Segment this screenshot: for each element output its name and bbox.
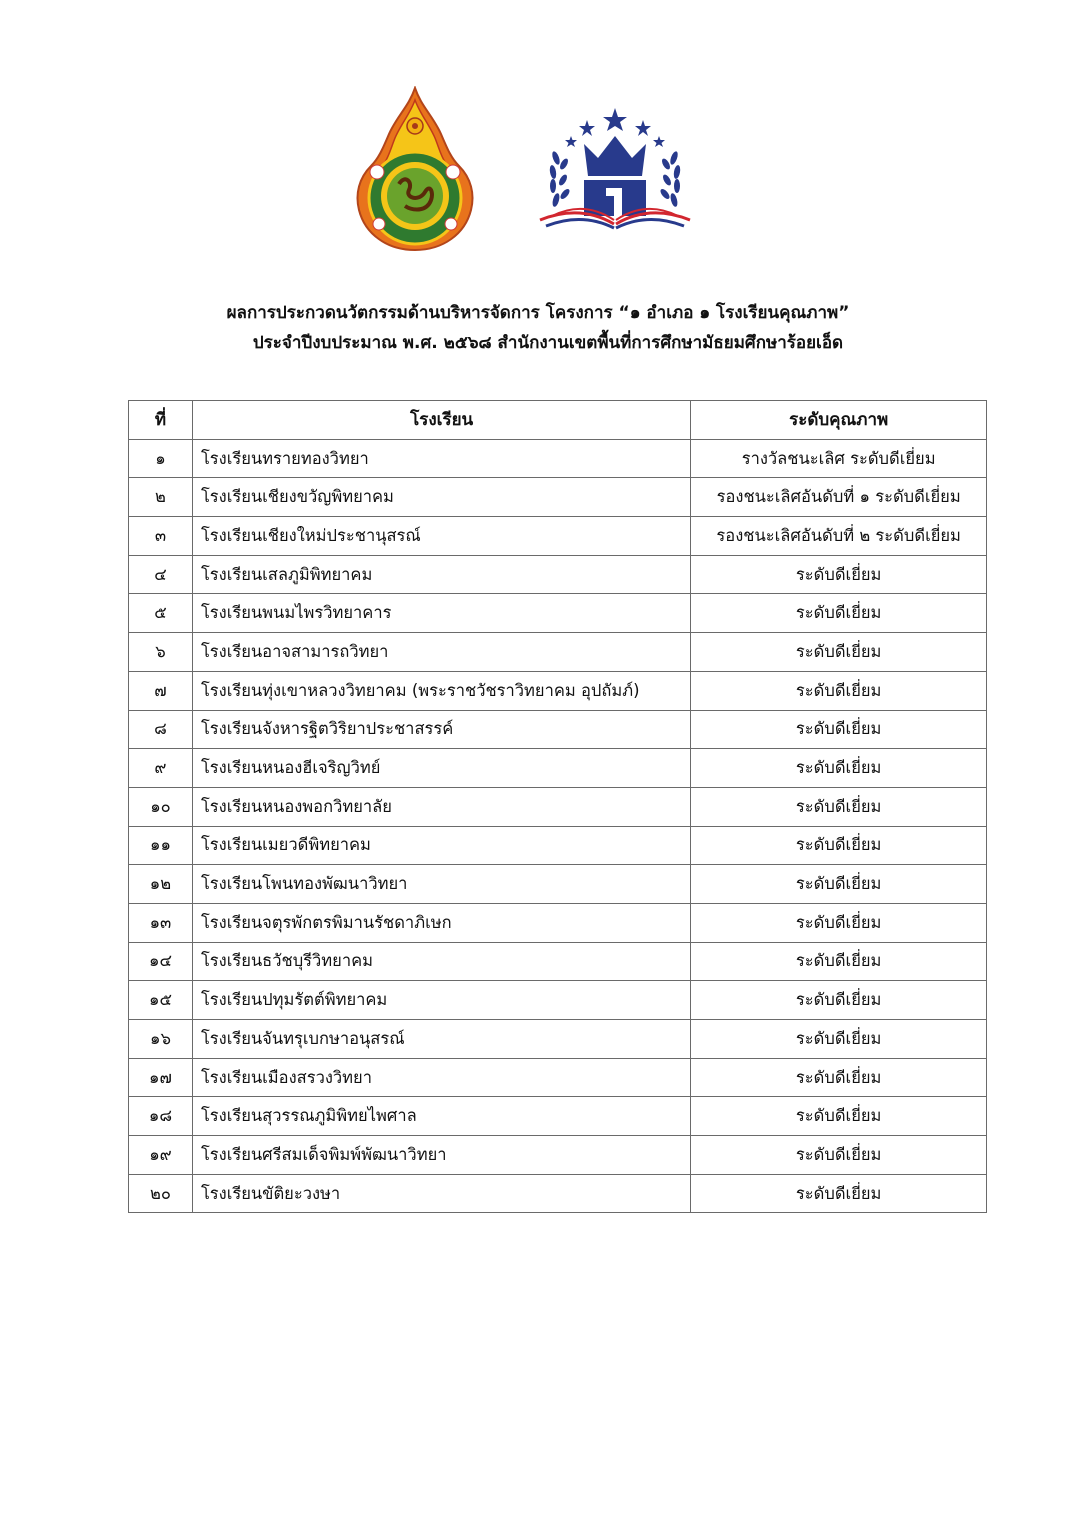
quality-level: ระดับดีเยี่ยม bbox=[691, 865, 987, 904]
header-quality-level: ระดับคุณภาพ bbox=[691, 401, 987, 440]
table-row bbox=[129, 633, 987, 672]
table-row bbox=[129, 826, 987, 865]
school-name: โรงเรียนหนองพอกวิทยาลัย bbox=[192, 787, 690, 826]
school-name: โรงเรียนอาจสามารถวิทยา bbox=[192, 633, 690, 672]
row-number: ๑๘ bbox=[129, 1097, 193, 1136]
quality-level: ระดับดีเยี่ยม bbox=[691, 594, 987, 633]
table-row bbox=[129, 749, 987, 788]
table-row bbox=[129, 942, 987, 981]
results-table bbox=[128, 400, 987, 1213]
school-name: โรงเรียนขัติยะวงษา bbox=[192, 1174, 690, 1213]
school-name: โรงเรียนธวัชบุรีวิทยาคม bbox=[192, 942, 690, 981]
school-name: โรงเรียนสุวรรณภูมิพิทยไพศาล bbox=[192, 1097, 690, 1136]
table-row bbox=[129, 517, 987, 556]
table-header-row bbox=[129, 401, 987, 440]
quality-level: ระดับดีเยี่ยม bbox=[691, 1097, 987, 1136]
logo-header bbox=[0, 86, 1076, 256]
title-line-1: ผลการประกวดนวัตกรรมด้านบริหารจัดการ โครงการ “๑ อำเภอ ๑ โรงเรียนคุณภาพ” bbox=[226, 303, 850, 323]
row-number: ๔ bbox=[129, 555, 193, 594]
obec-emblem-icon bbox=[355, 86, 475, 252]
title-line-2: ประจำปีงบประมาณ พ.ศ. ๒๕๖๘ สำนักงานเขตพื้นที่การศึกษามัธยมศึกษาร้อยเอ็ด bbox=[252, 333, 844, 353]
quality-level: ระดับดีเยี่ยม bbox=[691, 1174, 987, 1213]
quality-level: ระดับดีเยี่ยม bbox=[691, 826, 987, 865]
row-number: ๑๑ bbox=[129, 826, 193, 865]
table-row bbox=[129, 671, 987, 710]
school-name: โรงเรียนจันทรุเบกษาอนุสรณ์ bbox=[192, 1020, 690, 1059]
table-row bbox=[129, 1020, 987, 1059]
quality-level: ระดับดีเยี่ยม bbox=[691, 671, 987, 710]
header-school: โรงเรียน bbox=[192, 401, 690, 440]
row-number: ๑๔ bbox=[129, 942, 193, 981]
header-number: ที่ bbox=[129, 401, 193, 440]
quality-level: ระดับดีเยี่ยม bbox=[691, 633, 987, 672]
table-row bbox=[129, 865, 987, 904]
row-number: ๑๓ bbox=[129, 903, 193, 942]
row-number: ๕ bbox=[129, 594, 193, 633]
table-row bbox=[129, 478, 987, 517]
school-name: โรงเรียนทรายทองวิทยา bbox=[192, 439, 690, 478]
row-number: ๒ bbox=[129, 478, 193, 517]
row-number: ๑๐ bbox=[129, 787, 193, 826]
row-number: ๑ bbox=[129, 439, 193, 478]
school-name: โรงเรียนเสลภูมิพิทยาคม bbox=[192, 555, 690, 594]
quality-level: ระดับดีเยี่ยม bbox=[691, 749, 987, 788]
school-name: โรงเรียนปทุมรัตต์พิทยาคม bbox=[192, 981, 690, 1020]
row-number: ๓ bbox=[129, 517, 193, 556]
row-number: ๖ bbox=[129, 633, 193, 672]
row-number: ๗ bbox=[129, 671, 193, 710]
quality-level: รางวัลชนะเลิศ ระดับดีเยี่ยม bbox=[691, 439, 987, 478]
row-number: ๑๕ bbox=[129, 981, 193, 1020]
quality-level: ระดับดีเยี่ยม bbox=[691, 981, 987, 1020]
row-number: ๙ bbox=[129, 749, 193, 788]
table-row bbox=[129, 903, 987, 942]
quality-level: ระดับดีเยี่ยม bbox=[691, 555, 987, 594]
school-name: โรงเรียนจังหารฐิตวิริยาประชาสรรค์ bbox=[192, 710, 690, 749]
school-name: โรงเรียนพนมไพรวิทยาคาร bbox=[192, 594, 690, 633]
school-name: โรงเรียนโพนทองพัฒนาวิทยา bbox=[192, 865, 690, 904]
table-row bbox=[129, 787, 987, 826]
table-row bbox=[129, 1058, 987, 1097]
school-name: โรงเรียนทุ่งเขาหลวงวิทยาคม (พระราชวัชราวิทยาคม อุปถัมภ์) bbox=[192, 671, 690, 710]
quality-level: ระดับดีเยี่ยม bbox=[691, 942, 987, 981]
row-number: ๑๒ bbox=[129, 865, 193, 904]
quality-level: ระดับดีเยี่ยม bbox=[691, 710, 987, 749]
quality-level: ระดับดีเยี่ยม bbox=[691, 903, 987, 942]
table-row bbox=[129, 710, 987, 749]
row-number: ๒๐ bbox=[129, 1174, 193, 1213]
school-name: โรงเรียนเมยวดีพิทยาคม bbox=[192, 826, 690, 865]
quality-school-logo-icon bbox=[530, 108, 700, 232]
school-name: โรงเรียนเชียงใหม่ประชานุสรณ์ bbox=[192, 517, 690, 556]
quality-level: รองชนะเลิศอันดับที่ ๒ ระดับดีเยี่ยม bbox=[691, 517, 987, 556]
row-number: ๑๙ bbox=[129, 1136, 193, 1175]
quality-level: ระดับดีเยี่ยม bbox=[691, 1020, 987, 1059]
row-number: ๑๗ bbox=[129, 1058, 193, 1097]
table-row bbox=[129, 594, 987, 633]
table-row bbox=[129, 439, 987, 478]
school-name: โรงเรียนหนองฮีเจริญวิทย์ bbox=[192, 749, 690, 788]
table-row bbox=[129, 1097, 987, 1136]
table-row bbox=[129, 981, 987, 1020]
table-row bbox=[129, 555, 987, 594]
document-title bbox=[0, 298, 1076, 358]
quality-level: ระดับดีเยี่ยม bbox=[691, 1058, 987, 1097]
school-name: โรงเรียนเชียงขวัญพิทยาคม bbox=[192, 478, 690, 517]
school-name: โรงเรียนเมืองสรวงวิทยา bbox=[192, 1058, 690, 1097]
table-row bbox=[129, 1136, 987, 1175]
quality-level: ระดับดีเยี่ยม bbox=[691, 787, 987, 826]
school-name: โรงเรียนศรีสมเด็จพิมพ์พัฒนาวิทยา bbox=[192, 1136, 690, 1175]
row-number: ๑๖ bbox=[129, 1020, 193, 1059]
quality-level: ระดับดีเยี่ยม bbox=[691, 1136, 987, 1175]
quality-level: รองชนะเลิศอันดับที่ ๑ ระดับดีเยี่ยม bbox=[691, 478, 987, 517]
row-number: ๘ bbox=[129, 710, 193, 749]
table-row bbox=[129, 1174, 987, 1213]
school-name: โรงเรียนจตุรพักตรพิมานรัชดาภิเษก bbox=[192, 903, 690, 942]
